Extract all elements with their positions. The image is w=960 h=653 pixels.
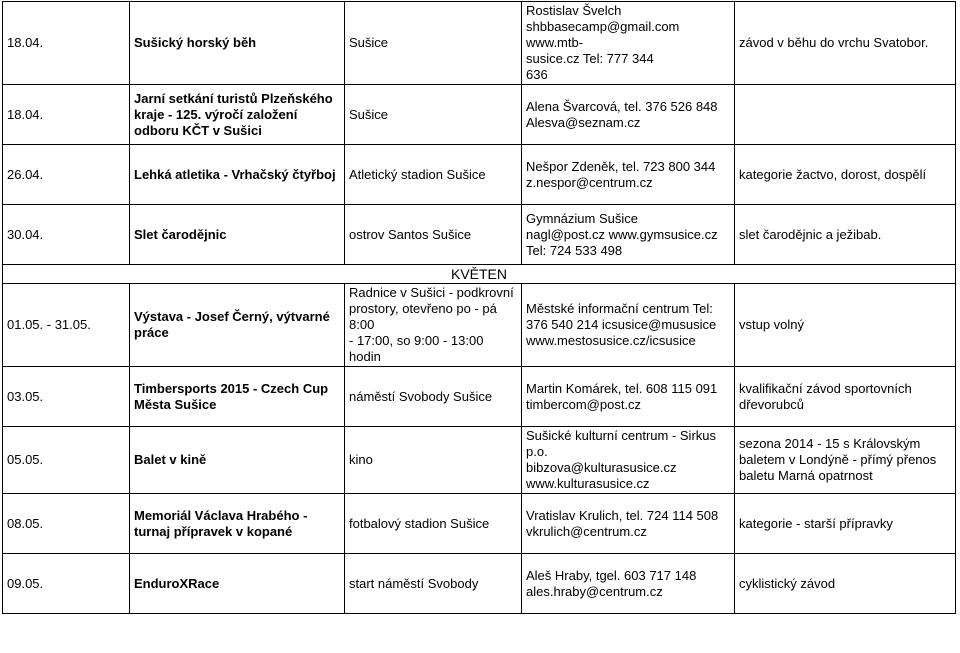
place-line: - 17:00, so 9:00 - 13:00 hodin — [349, 333, 484, 364]
event-date: 09.05. — [3, 554, 130, 614]
table-row — [3, 367, 956, 427]
contact-line: Alesva@seznam.cz — [526, 114, 641, 130]
table-row — [3, 145, 956, 205]
event-place: ostrov Santos Sušice — [345, 205, 522, 265]
table-row — [3, 284, 956, 367]
event-note — [735, 554, 956, 614]
place-line: náměstí Svobody Sušice — [349, 388, 493, 404]
event-date: 05.05. — [3, 427, 130, 494]
event-contact — [522, 494, 735, 554]
note-line: závod v běhu do vrchu Svatobor. — [739, 35, 929, 50]
event-note — [735, 427, 956, 494]
event-note — [735, 494, 956, 554]
contact-line: Martin Komárek, tel. 608 115 091 — [526, 380, 718, 396]
event-name: Memoriál Václava Hrabého - turnaj přípravek v kopané — [130, 494, 345, 554]
note-line: sezona 2014 - 15 s Královským — [739, 436, 921, 451]
event-name: Balet v kině — [130, 427, 345, 494]
event-note — [735, 367, 956, 427]
note-line: cyklistický závod — [739, 575, 836, 591]
month-header-row — [3, 265, 956, 284]
contact-line: shbbasecamp@gmail.com www.mtb- — [526, 19, 680, 50]
event-note — [735, 85, 956, 145]
event-contact — [522, 145, 735, 205]
event-name: EnduroXRace — [130, 554, 345, 614]
contact-line: www.mestosusice.cz/icsusice — [526, 333, 696, 348]
event-date: 26.04. — [3, 145, 130, 205]
table-row — [3, 2, 956, 85]
note-line: slet čarodějnic a ježibab. — [739, 226, 882, 242]
note-line: vstup volný — [739, 317, 805, 332]
event-place — [345, 284, 522, 367]
event-contact — [522, 427, 735, 494]
contact-line: Rostislav Švelch — [526, 3, 622, 18]
contact-line: timbercom@post.cz — [526, 396, 642, 412]
contact-line: ales.hraby@centrum.cz — [526, 583, 663, 599]
place-line: fotbalový stadion Sušice — [349, 515, 490, 531]
place-line: start náměstí Svobody — [349, 575, 479, 591]
contact-line: Tel: 724 533 498 — [526, 242, 623, 258]
contact-line: Alena Švarcová, tel. 376 526 848 — [526, 98, 718, 114]
note-line: kvalifikační závod sportovních — [739, 380, 912, 396]
table-row — [3, 494, 956, 554]
note-line: baletu Marná opatrnost — [739, 468, 873, 483]
event-contact — [522, 85, 735, 145]
month-label: KVĚTEN — [3, 265, 956, 284]
contact-line: Aleš Hraby, tgel. 603 717 148 — [526, 567, 697, 583]
table-row — [3, 85, 956, 145]
note-line: baletem v Londýně - přímý přenos — [739, 452, 937, 467]
contact-line: Nešpor Zdeněk, tel. 723 800 344 — [526, 158, 716, 174]
event-contact — [522, 554, 735, 614]
event-name: Sušický horský běh — [130, 2, 345, 85]
event-place: Sušice — [345, 85, 522, 145]
contact-line: 376 540 214 icsusice@mususice — [526, 317, 717, 332]
event-contact — [522, 367, 735, 427]
event-note — [735, 284, 956, 367]
event-place: Sušice — [345, 2, 522, 85]
event-name: Timbersports 2015 - Czech Cup Města Sušice — [130, 367, 345, 427]
events-table — [2, 1, 956, 614]
event-name: Slet čarodějnic — [130, 205, 345, 265]
note-line: dřevorubců — [739, 396, 805, 412]
event-place — [345, 427, 522, 494]
contact-line: Vratislav Krulich, tel. 724 114 508 — [526, 507, 719, 523]
contact-line: Gymnázium Sušice — [526, 210, 638, 226]
contact-line: susice.cz Tel: 777 344 — [526, 51, 654, 66]
note-line: kategorie - starší přípravky — [739, 515, 893, 531]
place-line: kino — [349, 452, 373, 467]
contact-line: www.kulturasusice.cz — [526, 476, 650, 491]
place-line: Radnice v Sušici - podkrovní — [349, 285, 514, 300]
event-place — [345, 494, 522, 554]
event-note — [735, 145, 956, 205]
contact-line: Městské informační centrum Tel: — [526, 301, 713, 316]
table-row — [3, 554, 956, 614]
note-line: kategorie žactvo, dorost, dospělí — [739, 166, 927, 182]
contact-line: Sušické kulturní centrum - Sirkus p.o. — [526, 428, 717, 459]
event-name: Jarní setkání turistů Plzeňského kraje - 125. výročí založení odboru KČT v Sušici — [130, 85, 345, 145]
event-name: Lehká atletika - Vrhačský čtyřboj — [130, 145, 345, 205]
contact-line: nagl@post.cz www.gymsusice.cz — [526, 226, 718, 242]
table-row — [3, 427, 956, 494]
event-date: 18.04. — [3, 2, 130, 85]
contact-line: 636 — [526, 67, 548, 82]
event-name: Výstava - Josef Černý, výtvarné práce — [130, 284, 345, 367]
event-date: 03.05. — [3, 367, 130, 427]
contact-line: z.nespor@centrum.cz — [526, 174, 653, 190]
place-line: prostory, otevřeno po - pá 8:00 — [349, 301, 497, 332]
event-date: 08.05. — [3, 494, 130, 554]
contact-line: vkrulich@centrum.cz — [526, 523, 647, 539]
table-row — [3, 205, 956, 265]
event-date: 18.04. — [3, 85, 130, 145]
event-date: 30.04. — [3, 205, 130, 265]
event-note — [735, 2, 956, 85]
event-date: 01.05. - 31.05. — [3, 284, 130, 367]
event-contact — [522, 284, 735, 367]
contact-line: bibzova@kulturasusice.cz — [526, 460, 677, 475]
event-note — [735, 205, 956, 265]
event-contact — [522, 205, 735, 265]
event-place: Atletický stadion Sušice — [345, 145, 522, 205]
event-place — [345, 367, 522, 427]
event-contact — [522, 2, 735, 85]
event-place — [345, 554, 522, 614]
